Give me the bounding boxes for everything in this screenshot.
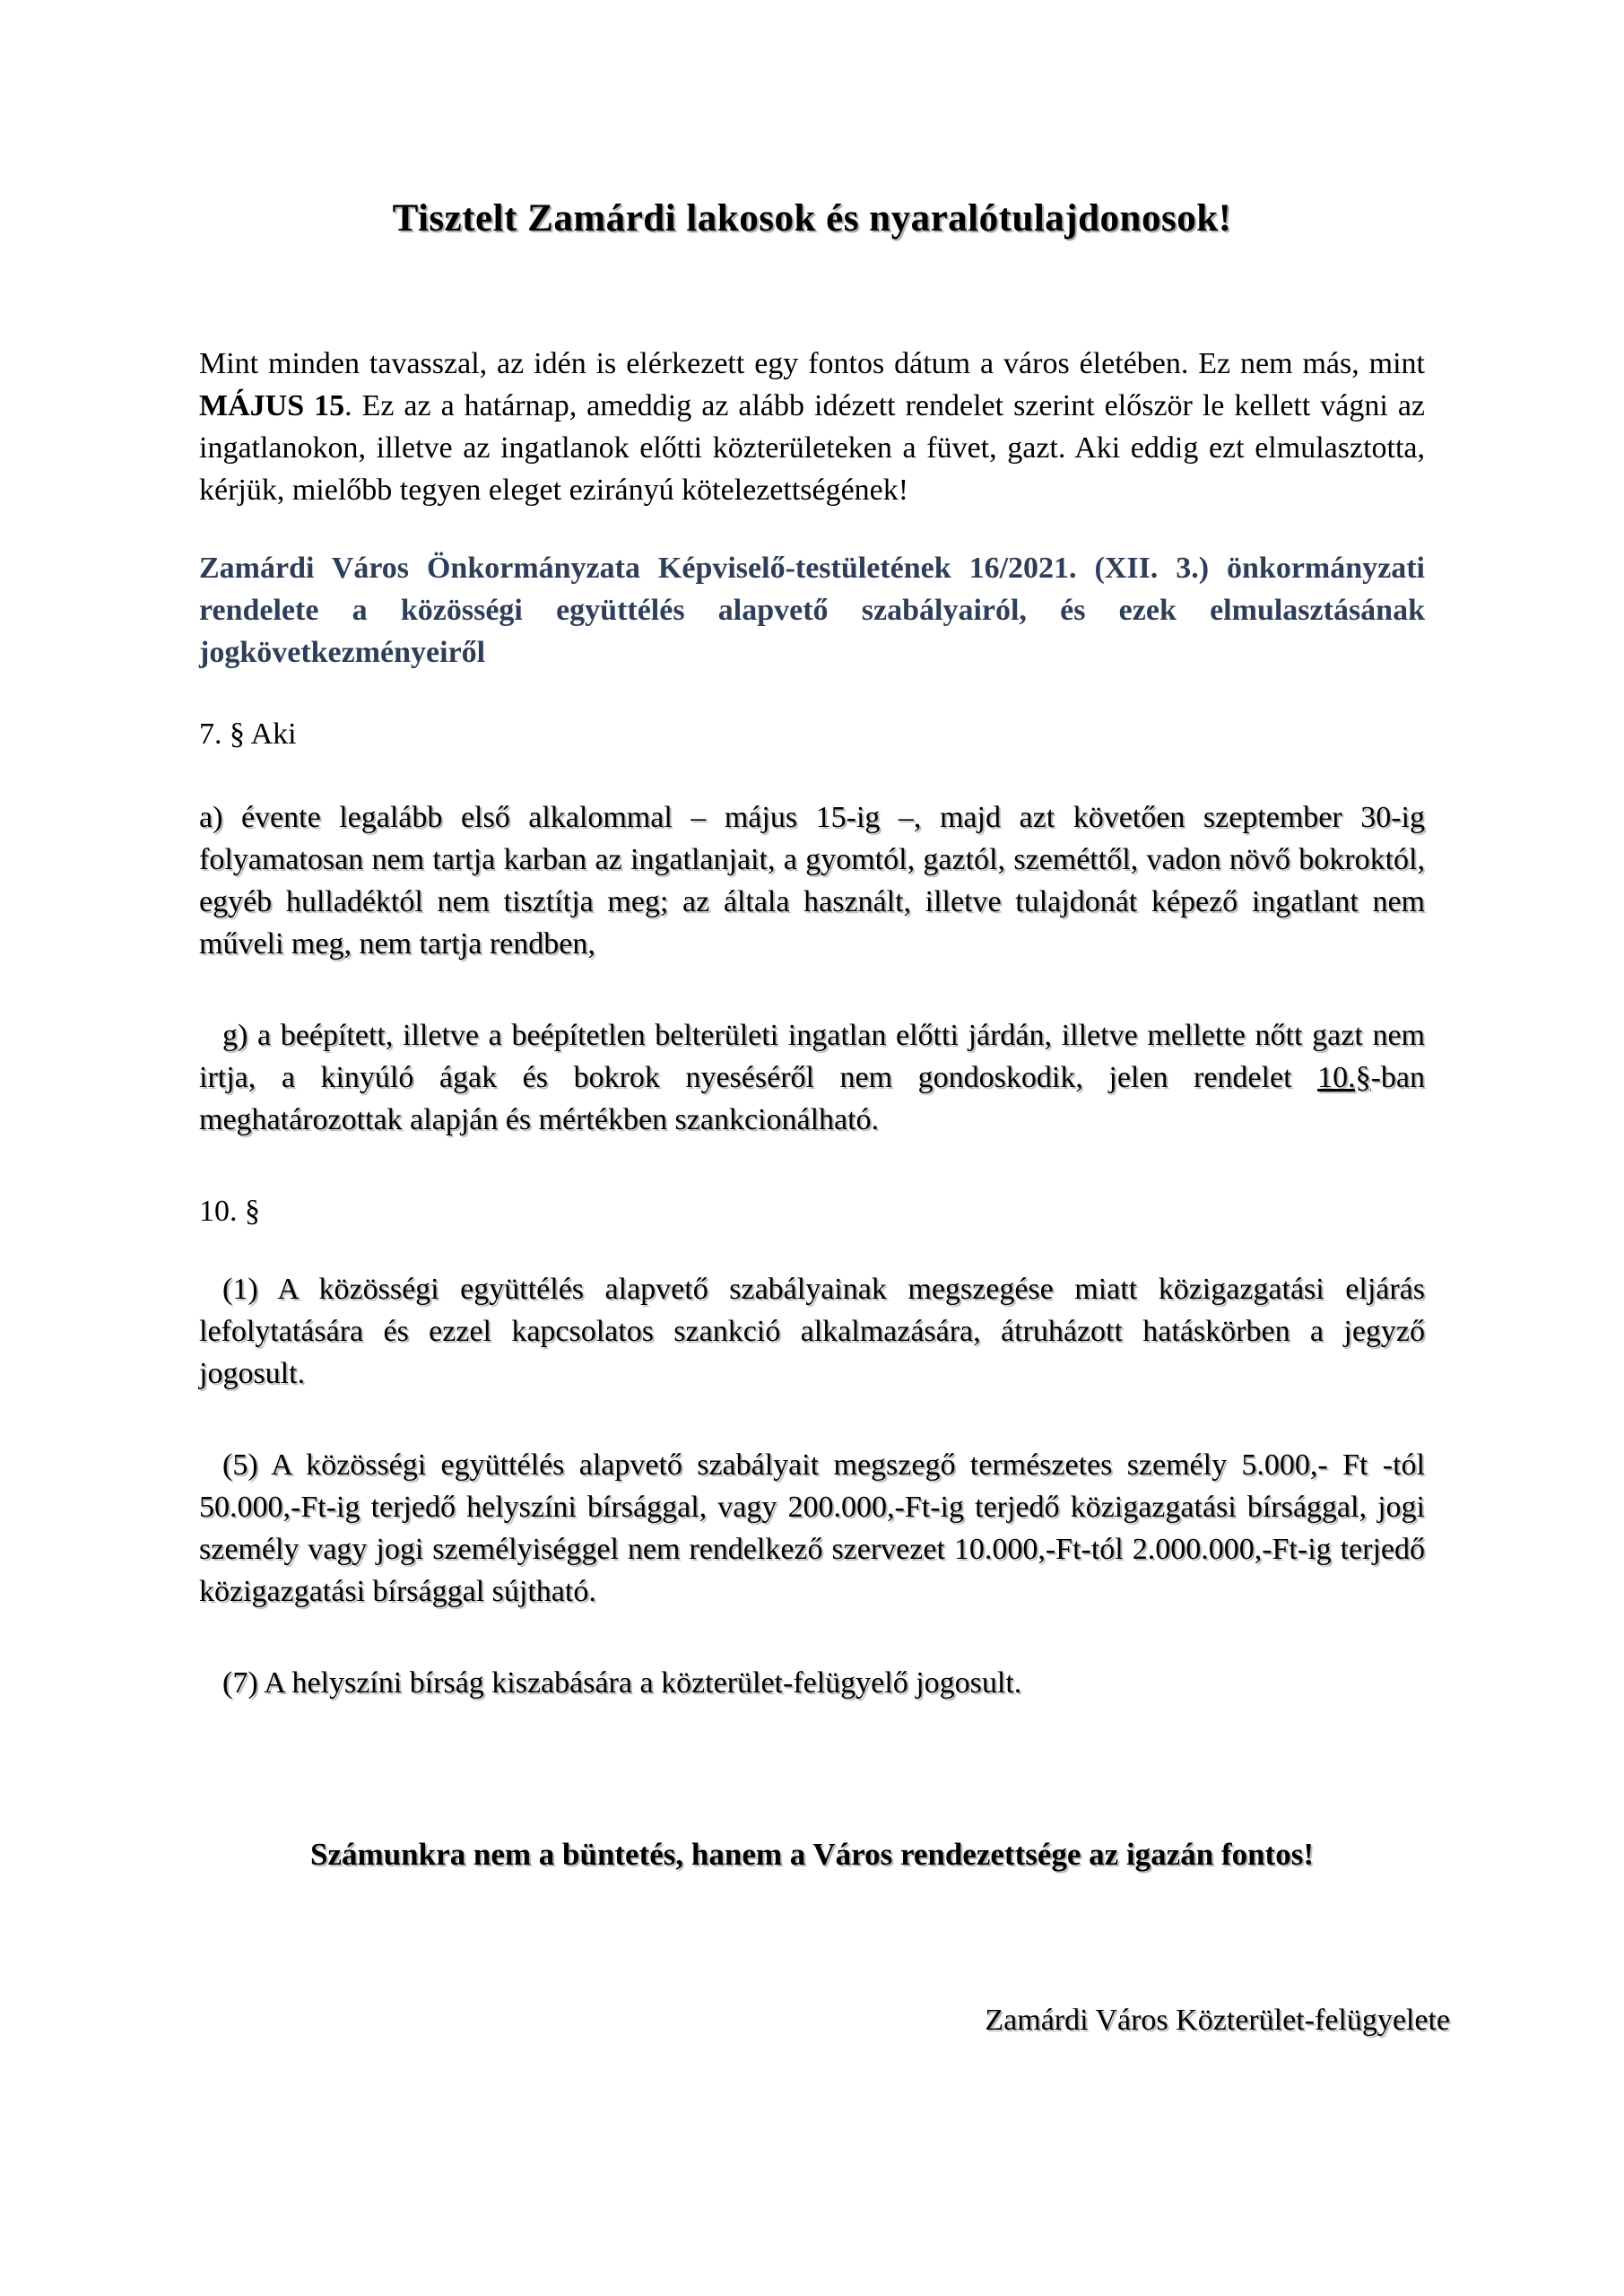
text-segment: 10.§ <box>1317 1061 1371 1094</box>
section-7-label: 7. § Aki <box>199 718 297 751</box>
paragraph-a: a) évente legalább első alkalommal – május 15-ig –, majd azt követően szeptember 30-ig folyamatosan nem tartja karban az ingatlanjait, a gyomtól, gaztól, szeméttől, vadon növő bokroktól, egyéb hulladéktól nem tisztítja meg; az általa használt, illetve tulajdonát képező ingatlant nem műveli meg, nem tartja rendben, <box>199 801 1425 961</box>
intro-paragraph <box>199 343 1425 511</box>
text-segment: Mint minden tavasszal, az idén is elérkezett egy fontos dátum a város életében. Ez nem más, mint <box>199 347 1425 380</box>
paragraph-g <box>199 1014 1425 1141</box>
document-title: Tisztelt Zamárdi lakosok és nyaralótulajdonosok! <box>392 197 1232 239</box>
paragraph-7: (7) A helyszíni bírság kiszabására a közterület-felügyelő jogosult. <box>222 1666 1022 1700</box>
closing-statement: Számunkra nem a büntetés, hanem a Város rendezettsége az igazán fontos! <box>310 1837 1314 1872</box>
section-10-label: 10. § <box>199 1195 260 1228</box>
paragraph-1: (1) A közösségi együttélés alapvető szabályainak megszegése miatt közigazgatási eljárás lefolytatására és ezzel kapcsolatos szankció alkalmazására, átruházott hatáskörben a jegyző jogosult. <box>199 1273 1425 1390</box>
text-segment: g) a beépített, illetve a beépítetlen belterületi ingatlan előtti járdán, illetve mellette nőtt gazt nem irtja, a kinyúló ágak és bokrok nyeséséről nem gondoskodik, jelen rendelet <box>199 1019 1425 1094</box>
signature: Zamárdi Város Közterület-felügyelete <box>985 2004 1450 2037</box>
decree-heading: Zamárdi Város Önkormányzata Képviselő-testületének 16/2021. (XII. 3.) önkormányzati rendelete a közösségi együttélés alapvető szabályairól, és ezek elmulasztásának jogkövetkezményeiről <box>199 552 1425 669</box>
text-segment: -ban meghatározottak alapján és mértékben szankcionálható. <box>199 1061 1425 1136</box>
text-segment: . Ez az a határnap, ameddig az alább idézett rendelet szerint először le kellett vágni az ingatlanokon, illetve az ingatlanok előtti közterületeken a füvet, gazt. Aki eddig ezt elmulasztotta, kérjük, mielőbb tegyen eleget ezirányú kötelezettségének! <box>199 389 1426 507</box>
text-segment: MÁJUS 15 <box>199 389 345 422</box>
paragraph-5: (5) A közösségi együttélés alapvető szabályait megszegő természetes személy 5.000,- Ft -tól 50.000,-Ft-ig terjedő helyszíni bírsággal, vagy 200.000,-Ft-ig terjedő közigazgatási bírsággal, jogi személy vagy jogi személyiséggel nem rendelkező szervezet 10.000,-Ft-tól 2.000.000,-Ft-ig terjedő közigazgatási bírsággal sújtható. <box>199 1448 1425 1608</box>
